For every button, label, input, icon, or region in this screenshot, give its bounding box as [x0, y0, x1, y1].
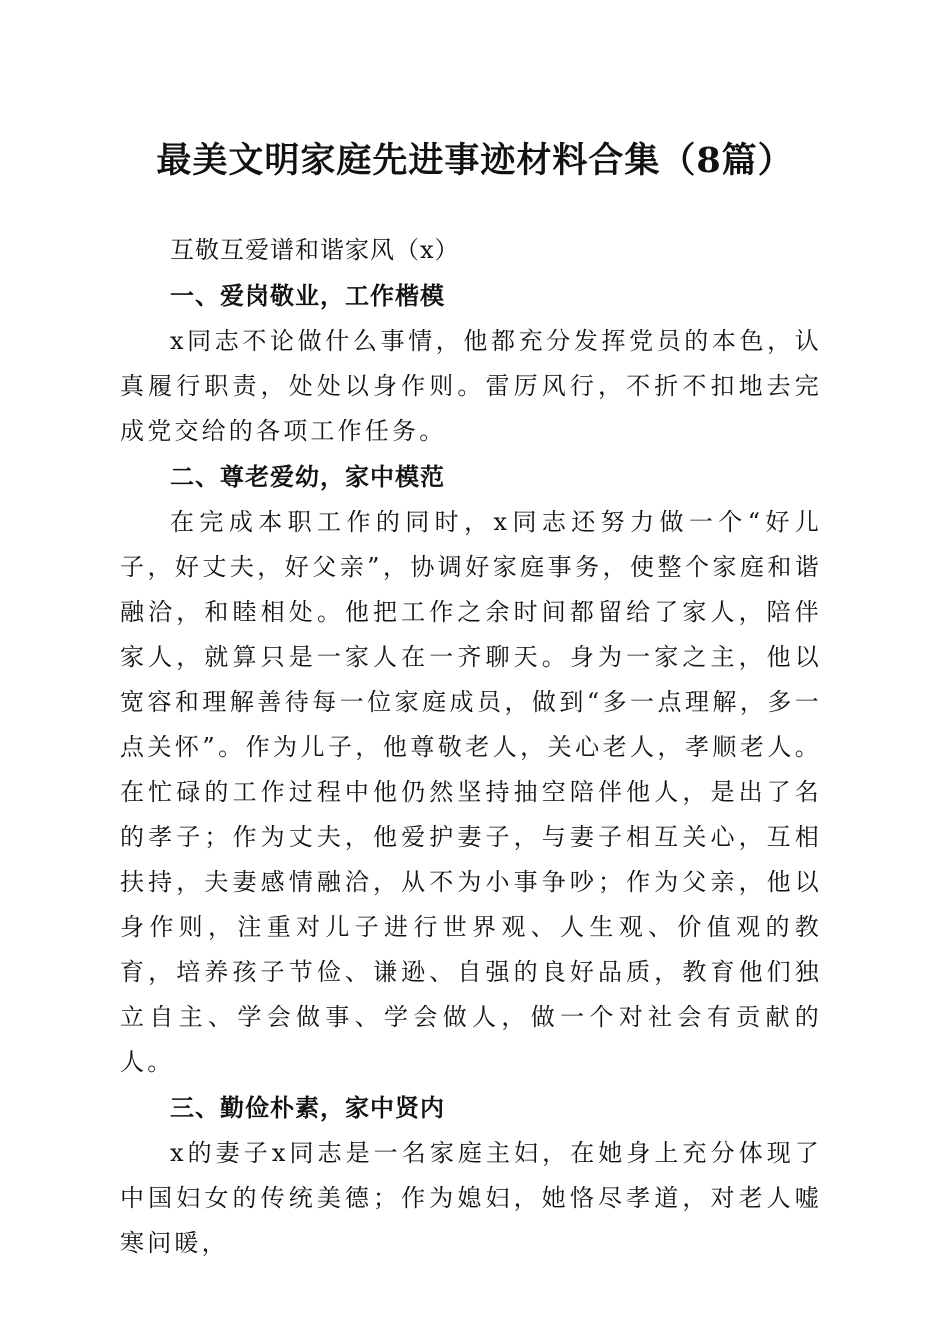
- section-heading-3: 三、勤俭朴素，家中贤内: [170, 1094, 445, 1122]
- section-paragraph-3: x的妻子x同志是一名家庭主妇，在她身上充分体现了中国妇女的传统美德；作为媳妇，她恪尽孝道，对老人嘘寒问暖，: [120, 1139, 822, 1257]
- section-paragraph-2: 在完成本职工作的同时，x同志还努力做一个“好儿子，好丈夫，好父亲”，协调好家庭事务，使整个家庭和谐融洽，和睦相处。他把工作之余时间都留给了家人，陪伴家人，就算只是一家人在一齐聊天。身为一家之主，他以宽容和理解善待每一位家庭成员，做到“多一点理解，多一点关怀”。作为儿子，他尊敬老人，关心老人，孝顺老人。在忙碌的工作过程中他仍然坚持抽空陪伴他人，是出了名的孝子；作为丈夫，他爱护妻子，与妻子相互关心，互相扶持，夫妻感情融洽，从不为小事争吵；作为父亲，他以身作则，注重对儿子进行世界观、人生观、价值观的教育，培养孩子节俭、谦逊、自强的良好品质，教育他们独立自主、学会做事、学会做人，做一个对社会有贡献的人。: [120, 508, 822, 1076]
- section-paragraph-1: x同志不论做什么事情，他都充分发挥党员的本色，认真履行职责，处处以身作则。雷厉风行，不折不扣地去完成党交给的各项工作任务。: [120, 327, 822, 445]
- section-heading-1: 一、爱岗敬业，工作楷模: [170, 282, 445, 310]
- section-heading-2: 二、尊老爱幼，家中模范: [170, 463, 445, 491]
- document-body: [120, 227, 822, 1266]
- document-subtitle: 互敬互爱谱和谐家风（x）: [170, 236, 460, 264]
- document-title: 最美文明家庭先进事迹材料合集（8篇）: [156, 140, 794, 181]
